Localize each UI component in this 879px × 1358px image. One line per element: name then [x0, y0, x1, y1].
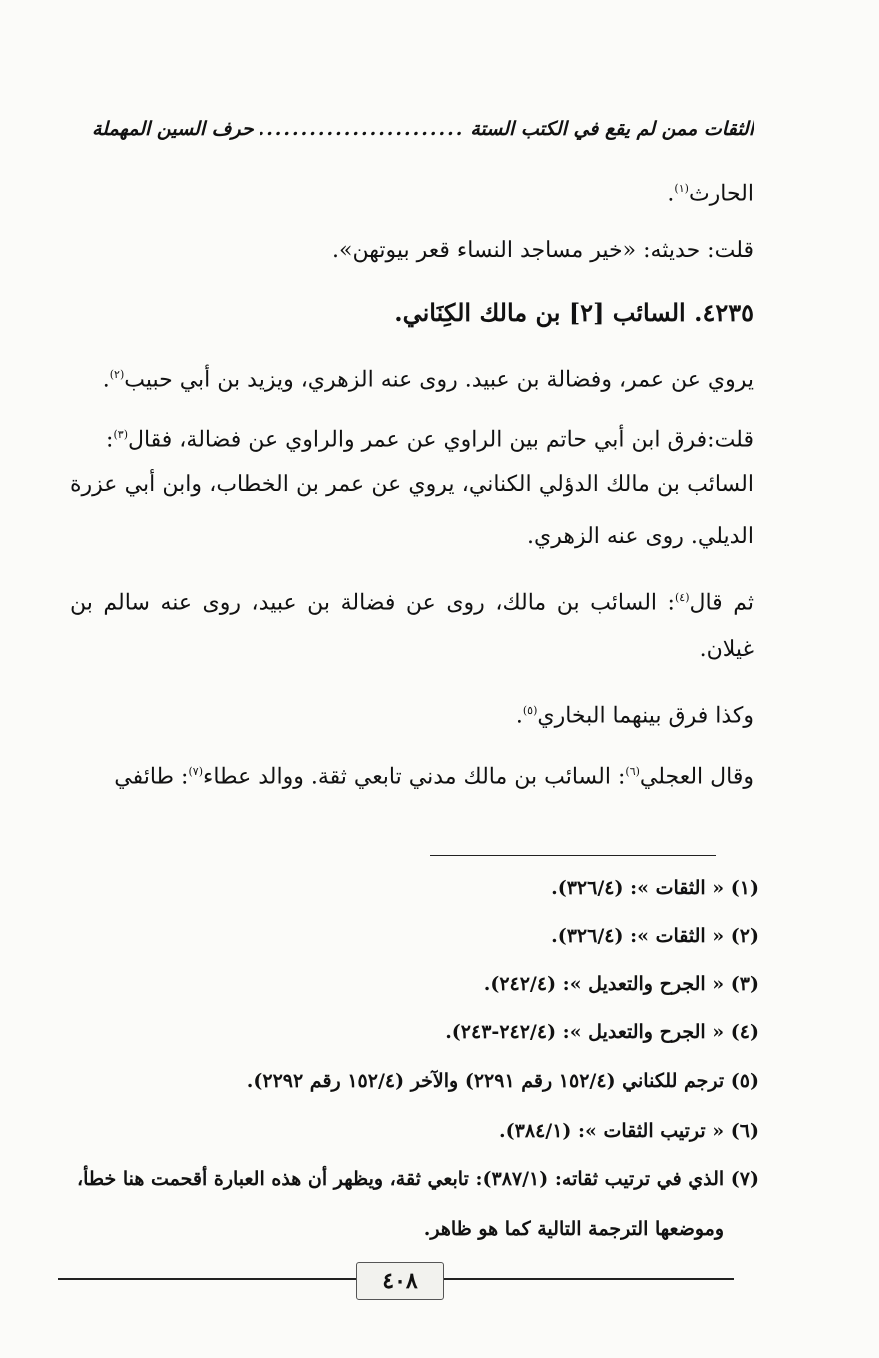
footnote-6: (٦) « ترتيب الثقات »: (٣٨٤/١).	[499, 1120, 759, 1142]
footnote-7: (٧) الذي في ترتيب ثقاته: (٣٨٧/١): تابعي ثقة، ويظهر أن هذه العبارة أقحمت هنا خطأ،	[76, 1168, 759, 1190]
footnote-4: (٤) « الجرح والتعديل »: (٢٤٢/٤-٢٤٣).	[445, 1021, 759, 1043]
body-line-1: الحارث$^{(١)}$.	[667, 181, 754, 207]
paragraph-2-line-3: الديلي. روى عنه الزهري.	[526, 524, 754, 549]
entry-heading: ٤٢٣٥. السائب [٢] بن مالك الكِنَاني.	[394, 298, 754, 327]
footnote-ref: (٥)	[522, 704, 538, 717]
paragraph-5: وقال العجلي$^{(٦)}$: السائب بن مالك مدني تابعي ثقة. ووالد عطاء$^{(٧)}$: طائفي	[114, 764, 754, 790]
footnote-separator	[430, 855, 716, 856]
page-number: ٤٠٨	[356, 1262, 444, 1300]
footnote-3: (٣) « الجرح والتعديل »: (٢٤٢/٤).	[483, 973, 759, 995]
header-leader-dots	[260, 118, 465, 140]
footnote-5: (٥) ترجم للكناني (١٥٢/٤ رقم ٢٢٩١) والآخر (١٥٢/٤ رقم ٢٢٩٢).	[246, 1070, 759, 1092]
paragraph-3-line-2: غيلان.	[699, 637, 754, 662]
body-line-2: قلت: حديثه: «خير مساجد النساء قعر بيوتهن».	[332, 238, 754, 263]
paragraph-2-line-2: السائب بن مالك الدؤلي الكناني، يروي عن عمر بن الخطاب، وابن أبي عزرة	[70, 472, 754, 497]
footnote-7-continued: وموضعها الترجمة التالية كما هو ظاهر.	[423, 1218, 724, 1240]
paragraph-3-line-1: ثم قال$^{(٤)}$: السائب بن مالك، روى عن فضالة بن عبيد، روى عنه سالم بن	[70, 590, 754, 616]
footnote-ref: (٧)	[188, 765, 203, 778]
footnote-ref: (٦)	[625, 765, 640, 778]
paragraph-1: يروي عن عمر، وفضالة بن عبيد. روى عنه الزهري، ويزيد بن أبي حبيب$^{(٢)}$.	[102, 367, 754, 393]
paragraph-2-line-1: قلت:فرق ابن أبي حاتم بين الراوي عن عمر والراوي عن فضالة، فقال$^{(٣)}$:	[106, 427, 754, 453]
footnote-ref: (٢)	[109, 368, 125, 381]
footer-rule-left	[58, 1278, 356, 1280]
header-right-title: الثقات ممن لم يقع في الكتب الستة	[470, 118, 754, 140]
footnote-ref: (٣)	[113, 428, 128, 441]
footnote-1: (١) « الثقات »: (٣٢٦/٤).	[551, 877, 759, 899]
footnote-ref: (٤)	[674, 591, 690, 604]
header-left-title: حرف السين المهملة	[92, 118, 254, 140]
footnote-2: (٢) « الثقات »: (٣٢٦/٤).	[551, 925, 759, 947]
footer-rule-right	[442, 1278, 734, 1280]
running-header	[92, 112, 754, 146]
footnote-ref: (١)	[674, 182, 689, 195]
paragraph-4: وكذا فرق بينهما البخاري$^{(٥)}$.	[515, 703, 754, 729]
